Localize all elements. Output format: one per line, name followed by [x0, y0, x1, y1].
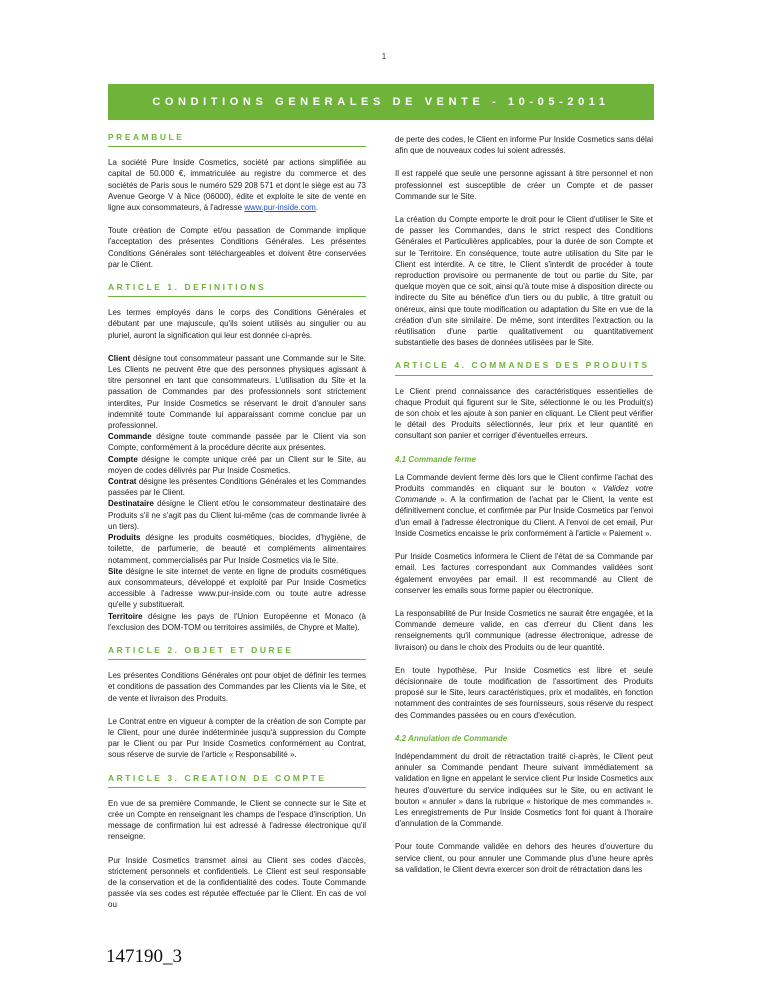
section-4-1-heading: 4.1 Commande ferme	[395, 454, 476, 464]
left-column	[108, 132, 366, 923]
article-1-heading: ARTICLE 1. DEFINITIONS	[108, 282, 366, 297]
preambule-acceptance-paragraph: Toute création de Compte et/ou passation de Commande implique l'acceptation des présentes Conditions Générales. Les présentes Conditions Générales sont téléchargeables et doivent être conservées par le Client.	[108, 226, 366, 269]
right-column	[395, 134, 653, 887]
site-usage-paragraph: La création du Compte emporte le droit pour le Client d'utiliser le Site et de passer les Commandes, dans le strict respect des Conditions Générales et Particulières applicables, pour la durée de son Compte et sur le Territoire. En conséquence, toute autre utilisation du Site par le Client est interdite. A ce titre, le Client s'interdit de procéder à toute reproduction provisoire ou permanente de tout ou partie du Site, par quelque moyen que ce soit, ainsi qu'à toute mise à disposition directe ou indirecte du Site au bénéfice d'un tiers ou du public, à titre gratuit ou onéreux, ainsi que toute modification ou adaptation du Site en vue de la création d'un site similaire. De même, sont interdites l'extraction ou la réutilisation d'une partie qualitativement ou quantitativement substantielle des bases de données utilisées par le Site.	[395, 215, 653, 348]
article-4-heading: ARTICLE 4. COMMANDES DES PRODUITS	[395, 360, 653, 375]
section-4-1-paragraph-3: La responsabilité de Pur Inside Cosmetics ne saurait être engagée, et la Commande demeure valide, en cas d'erreur du Client dans les renseignements qu'il communique (adresse électronique, adresse de livraison) ou dans le choix des Produits ou de leur quantité.	[395, 608, 653, 652]
article-2-paragraph-1: Les présentes Conditions Générales ont pour objet de définir les termes et conditions de passation des Commandes par les Clients via le Site, et de vente et livraison des Produits.	[108, 671, 366, 703]
article-3-paragraph-2: Pur Inside Cosmetics transmet ainsi au Client ses codes d'accès, strictement personnels et confidentiels. Le Client est seul responsable de la conservation et de la confidentialité des codes. Toute Commande passée via ses codes est réputée effectuée par le Client. En cas de vol ou	[108, 855, 366, 910]
website-link[interactable]: www.pur-inside.com	[244, 203, 316, 213]
section-4-2-paragraph-2: Pour toute Commande validée en dehors des heures d'ouverture du service client, ou pour annuler une Commande plus d'une heure après sa validation, le Client devra exercer son droit de rétractation dans les	[395, 842, 653, 874]
definition-destinataire: Destinataire désigne le Client et/ou le consommateur destinataire des Produits s'il ne s'agit pas du Client lui-même (cas de commande livrée à un tiers).	[108, 499, 366, 531]
section-4-2-paragraph-1: Indépendamment du droit de rétractation traité ci-après, le Client peut annuler sa Commande pendant l'heure suivant immédiatement sa validation en ligne en appelant le service client Pur Inside Cosmetics aux heures d'ouverture du service indiquées sur le Site, ou en activant le bouton « annuler » dans la rubrique « historique de mes commandes ». Les enregistrements de Pur Inside Cosmetics font foi quant à l'horaire d'annulation de la Commande.	[395, 751, 653, 829]
codes-loss-paragraph: de perte des codes, le Client en informe Pur Inside Cosmetics sans délai afin que de nouveaux codes lui soient adressés.	[395, 135, 653, 156]
section-4-2-heading: 4.2 Annulation de Commande	[395, 733, 508, 743]
document-id-footer: 147190_3	[106, 946, 182, 967]
definition-produits: Produits désigne les produits cosmétiques, biocides, d'hygiène, de toilette, de parfumerie, de beauté et compléments alimentaires notamment, commercialisés par Pur Inside Cosmetics via le Site.	[108, 533, 366, 565]
article-3-heading: ARTICLE 3. CREATION DE COMPTE	[108, 773, 366, 788]
section-4-1-paragraph-2: Pur Inside Cosmetics informera le Client de l'état de sa Commande par email. Les factures correspondant aux Commandes validées sont également envoyées par email. Il est recommandé au Client de conserver les emails sous forme papier ou électronique.	[395, 552, 653, 595]
section-4-1-paragraph-1: La Commande devient ferme dès lors que le Client confirme l'achat des Produits commandés en cliquant sur le bouton « Validez votre Commande ». A la confirmation de l'achat par le Client, la vente est définitivement conclue, et confirmée par Pur Inside Cosmetics par l'envoi d'un email à l'adresse électronique du Client. A l'envoi de cet email, Pur Inside Cosmetics encaisse le prix conformément à l'article « Paiement ».	[395, 472, 654, 538]
page-number: 1	[381, 52, 387, 61]
preambule-paragraph: La société Pure Inside Cosmetics, société par actions simplifiée au capital de 50.000 €, immatriculée au registre du commerce et des sociétés de Paris sous le numéro 529 208 571 et dont le siège est au 73 Avenue George V à Nice (06000), édite et exploite le site de vente en ligne aux consommateurs, à l'adresse www.pur-inside.com.	[108, 158, 366, 213]
definition-commande: Commande désigne toute commande passée par le Client via son Compte, conformément à la procédure décrite aux présentes.	[108, 432, 366, 453]
definition-territoire: Territoire désigne les pays de l'Union Européenne et Monaco (à l'exclusion des DOM-TOM ou territoires assimilés, de Chypre et Malte).	[108, 611, 366, 632]
personal-use-paragraph: Il est rappelé que seule une personne agissant à titre personnel et non professionnel est susceptible de créer un Compte et de passer Commande sur le Site.	[395, 169, 653, 201]
definition-compte: Compte désigne le compte unique créé par un Client sur le Site, au moyen de codes délivrés par Pur Inside Cosmetics.	[108, 454, 366, 475]
preambule-heading: PREAMBULE	[108, 132, 366, 147]
definition-contrat: Contrat désigne les présentes Conditions Générales et les Commandes passées par le Client.	[108, 477, 366, 498]
definition-client: Client désigne tout consommateur passant une Commande sur le Site. Les Clients ne peuvent être que des personnes physiques agissant à titre personnel en tant que consommateurs. L'utilisation du Site et la passation de Commandes par des professionnels sont strictement interdites, Pur Inside Cosmetics se réservant le droit d'annuler sans indemnité toute Commande lui apparaissant comme conclue par un professionnel.	[108, 353, 366, 431]
article-2-heading: ARTICLE 2. OBJET ET DUREE	[108, 645, 366, 660]
article-2-paragraph-2: Le Contrat entre en vigueur à compter de la création de son Compte par le Client, pour une durée indéterminée jusqu'à suppression du Compte par le Client ou par Pur Inside Cosmetics conformément au Contrat, sous réserve de survie de l'article « Responsabilité ».	[108, 716, 366, 760]
section-4-1-paragraph-4: En toute hypothèse, Pur Inside Cosmetics est libre et seule décisionnaire de toute modification de l'assortiment des Produits proposé sur le Site, leurs caractéristiques, prix et modalités, en fonction notamment des contraintes de ses fournisseurs, sous réserve du respect des Commandes passées ou en cours d'exécution.	[395, 665, 653, 720]
document-title-banner: CONDITIONS GENERALES DE VENTE - 10-05-2011	[108, 84, 654, 120]
article-4-intro: Le Client prend connaissance des caractéristiques essentielles de chaque Produit qui figurent sur le Site, sélectionne le ou les Produit(s) de son choix et les ajoute à son panier en cliquant. Le Client peut vérifier le détail des Produits sélectionnés, leur prix et leur quantité en consultant son panier et corriger d'éventuelles erreurs.	[395, 386, 653, 441]
article-3-paragraph-1: En vue de sa première Commande, le Client se connecte sur le Site et crée un Compte en renseignant les champs de l'espace d'inscription. Un message de confirmation lui est adressé à l'adresse électronique qu'il renseigne.	[108, 798, 366, 842]
definition-site: Site désigne le site internet de vente en ligne de produits cosmétiques aux consommateurs, développé et exploité par Pur Inside Cosmetics accessible à l'adresse www.pur-inside.com ou toute autre adresse qu'elle y substituerait.	[108, 566, 366, 610]
definitions-list	[108, 353, 366, 633]
article-1-intro: Les termes employés dans le corps des Conditions Générales et débutant par une majuscule, qu'ils soient utilisés au singulier ou au pluriel, auront la signification qui leur est donnée ci-après.	[108, 308, 366, 340]
